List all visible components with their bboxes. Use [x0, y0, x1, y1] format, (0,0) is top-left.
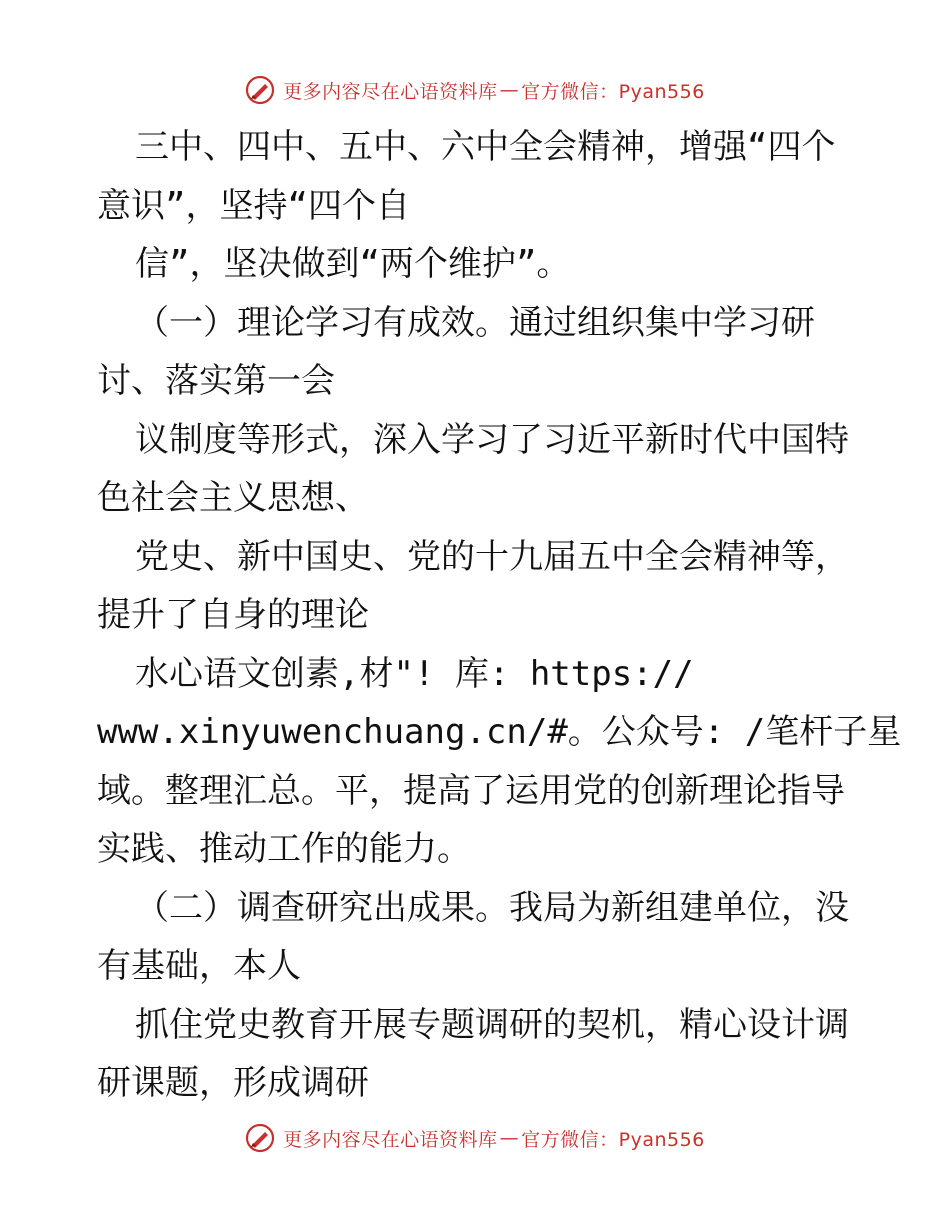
banner-text: 更多内容尽在心语资料库	[283, 80, 498, 103]
text-line: 域。整理汇总。平，提高了运用党的创新理论指导	[97, 770, 845, 811]
pen-logo-icon	[245, 1123, 275, 1153]
text-line: 意识”，坚持“四个自	[97, 185, 410, 226]
body-text	[97, 118, 902, 1113]
banner-wechat: 官方微信：Pyan556	[521, 1128, 705, 1151]
text-line: （一）理论学习有成效。通过组织集中学习研	[135, 302, 815, 343]
pen-logo-icon	[245, 75, 275, 105]
text-line: www.xinyuwenchuang.cn/#。公众号: /笔杆子星	[97, 712, 902, 752]
footer-watermark	[0, 1118, 950, 1158]
banner-wechat: 官方微信：Pyan556	[521, 80, 705, 103]
text-line: 抓住党史教育开展专题调研的契机，精心设计调	[135, 1004, 849, 1045]
banner-text: 更多内容尽在心语资料库	[283, 1128, 498, 1151]
banner-dash: —	[499, 1127, 520, 1149]
text-line: 有基础，本人	[97, 946, 301, 986]
text-line: 讨、落实第一会	[97, 361, 335, 401]
text-line: 党史、新中国史、党的十九届五中全会精神等，	[135, 536, 849, 577]
text-line: 议制度等形式，深入学习了习近平新时代中国特	[135, 419, 849, 460]
text-line: 研课题，形成调研	[97, 1063, 369, 1103]
text-line: 水心语文创素,材"! 库: https://	[135, 653, 694, 694]
banner-dash: —	[499, 79, 520, 101]
text-line: 信”，坚决做到“两个维护”。	[135, 244, 571, 284]
text-line: 三中、四中、五中、六中全会精神，增强“四个	[135, 127, 836, 167]
header-watermark	[0, 70, 950, 110]
text-line: 提升了自身的理论	[97, 595, 369, 635]
text-line: 实践、推动工作的能力。	[97, 829, 471, 869]
text-line: 色社会主义思想、	[97, 478, 369, 518]
text-line: （二）调查研究出成果。我局为新组建单位，没	[135, 887, 849, 928]
